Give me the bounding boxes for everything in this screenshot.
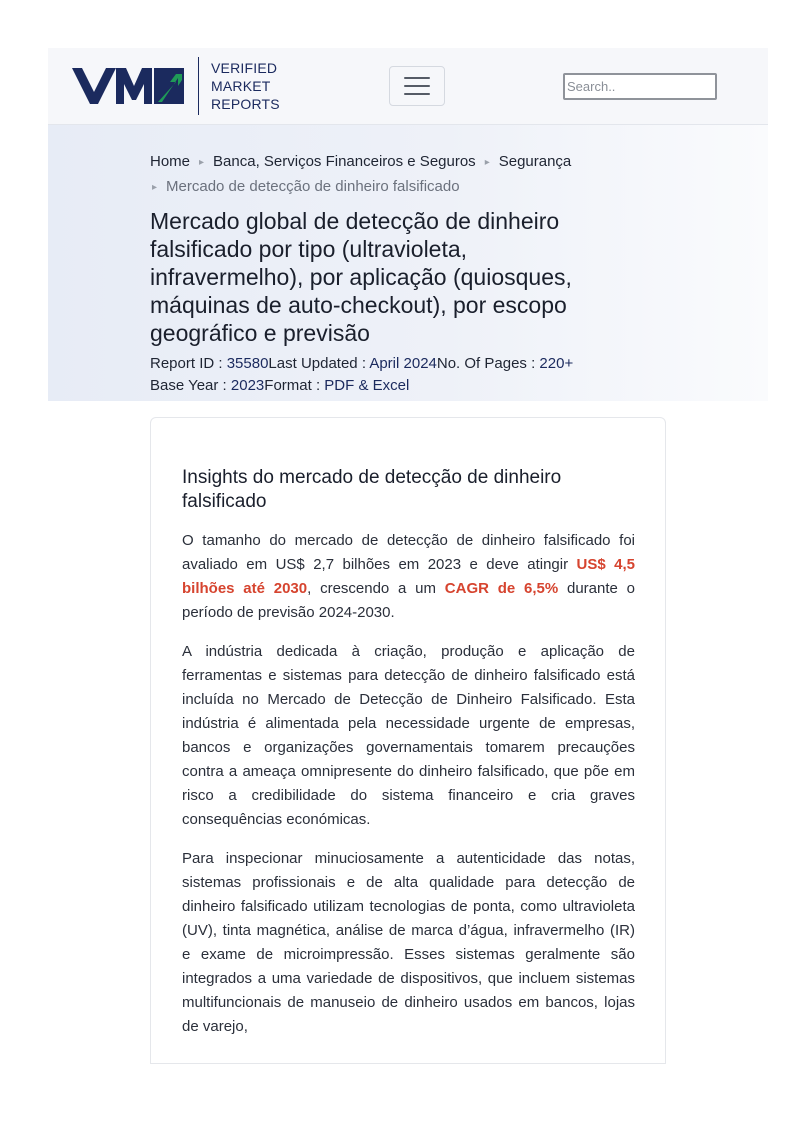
report-hero xyxy=(48,125,768,401)
breadcrumb-current: Mercado de detecção de dinheiro falsificado xyxy=(166,178,460,195)
report-id-value: 35580 xyxy=(226,355,269,372)
logo-line-2: MARKET xyxy=(211,78,271,94)
report-meta xyxy=(150,353,630,397)
breadcrumb-home-link[interactable]: Home xyxy=(150,153,191,170)
chevron-right-icon: ▸ xyxy=(484,157,490,168)
page-title: Mercado global de detecção de dinheiro falsificado por tipo (ultravioleta, infravermelho), por aplicação (quiosques, máquinas de auto-checkout), por escopo geográfico e previsão xyxy=(150,208,572,346)
logo-divider xyxy=(198,57,199,115)
insights-paragraph-2: A indústria dedicada à criação, produção e aplicação de ferramentas e sistemas para detecção de dinheiro falsificado está incluída no Mercado de Detecção de Dinheiro Falsificado. Esta indústria é alimentada pela necessidade urgente de empresas, bancos e organizações governamentais tomarem precauções contra a ameaça omnipresente do dinheiro falsificado, que põe em risco a credibilidade do sistema financeiro e cria graves consequências económicas. xyxy=(182,643,635,828)
last-updated-label: Last Updated : xyxy=(268,355,370,372)
format-value: PDF & Excel xyxy=(324,377,410,394)
meta-line-2 xyxy=(150,375,630,397)
p1-text-c: durante o período de previsão 2024-2030. xyxy=(182,580,635,621)
vmr-logo-icon xyxy=(72,66,184,106)
menu-bar-icon xyxy=(404,93,430,95)
insights-card xyxy=(150,417,666,1064)
pages-label: No. Of Pages : xyxy=(436,355,540,372)
menu-bar-icon xyxy=(404,85,430,87)
breadcrumb-category-link[interactable]: Banca, Serviços Financeiros e Seguros xyxy=(213,153,476,170)
insights-paragraph-3: Para inspecionar minuciosamente a autenticidade das notas, sistemas profissionais e de alta qualidade para detecção de dinheiro falsificado utilizam tecnologias de ponta, como ultravioleta (UV), tinta magnética, análise de marca d’água, infravermelho (IR) e exame de microimpressão. Esses sistemas geralmente são integrados a uma variedade de dispositivos, que incluem sistemas multifuncionais de manuseio de dinheiro usados em bancos, lojas de varejo, xyxy=(182,850,635,1035)
report-id-label: Report ID : xyxy=(150,355,227,372)
pages-value: 220+ xyxy=(539,355,574,372)
breadcrumb-subcategory-link[interactable]: Segurança xyxy=(498,153,572,170)
base-year-label: Base Year : xyxy=(150,377,231,394)
format-label: Format : xyxy=(264,377,325,394)
p1-text-a: O tamanho do mercado de detecção de dinheiro falsificado foi avaliado em US$ 2,7 bilhões em 2023 e deve atingir xyxy=(182,532,635,573)
insights-content xyxy=(182,466,635,1054)
logo-line-3: REPORTS xyxy=(211,96,280,112)
insights-paragraph-1 xyxy=(182,529,635,625)
market-size-highlight: US$ 4,5 bilhões até 2030 xyxy=(182,556,635,597)
p1-text-b: , crescendo a um xyxy=(307,580,445,597)
logo-text xyxy=(211,59,280,113)
last-updated-value: April 2024 xyxy=(369,355,437,372)
search-input[interactable] xyxy=(563,73,717,100)
site-header xyxy=(48,48,768,125)
logo-line-1: VERIFIED xyxy=(211,60,278,76)
base-year-value: 2023 xyxy=(230,377,265,394)
chevron-right-icon: ▸ xyxy=(199,157,205,168)
logo[interactable] xyxy=(72,56,280,116)
menu-bar-icon xyxy=(404,77,430,79)
hamburger-menu-button[interactable] xyxy=(389,66,445,106)
chevron-right-icon: ▸ xyxy=(152,182,158,193)
insights-title: Insights do mercado de detecção de dinheiro falsificado xyxy=(182,467,562,512)
cagr-highlight: CAGR de 6,5% xyxy=(444,580,559,597)
breadcrumb xyxy=(150,150,620,200)
meta-line-1 xyxy=(150,353,630,375)
